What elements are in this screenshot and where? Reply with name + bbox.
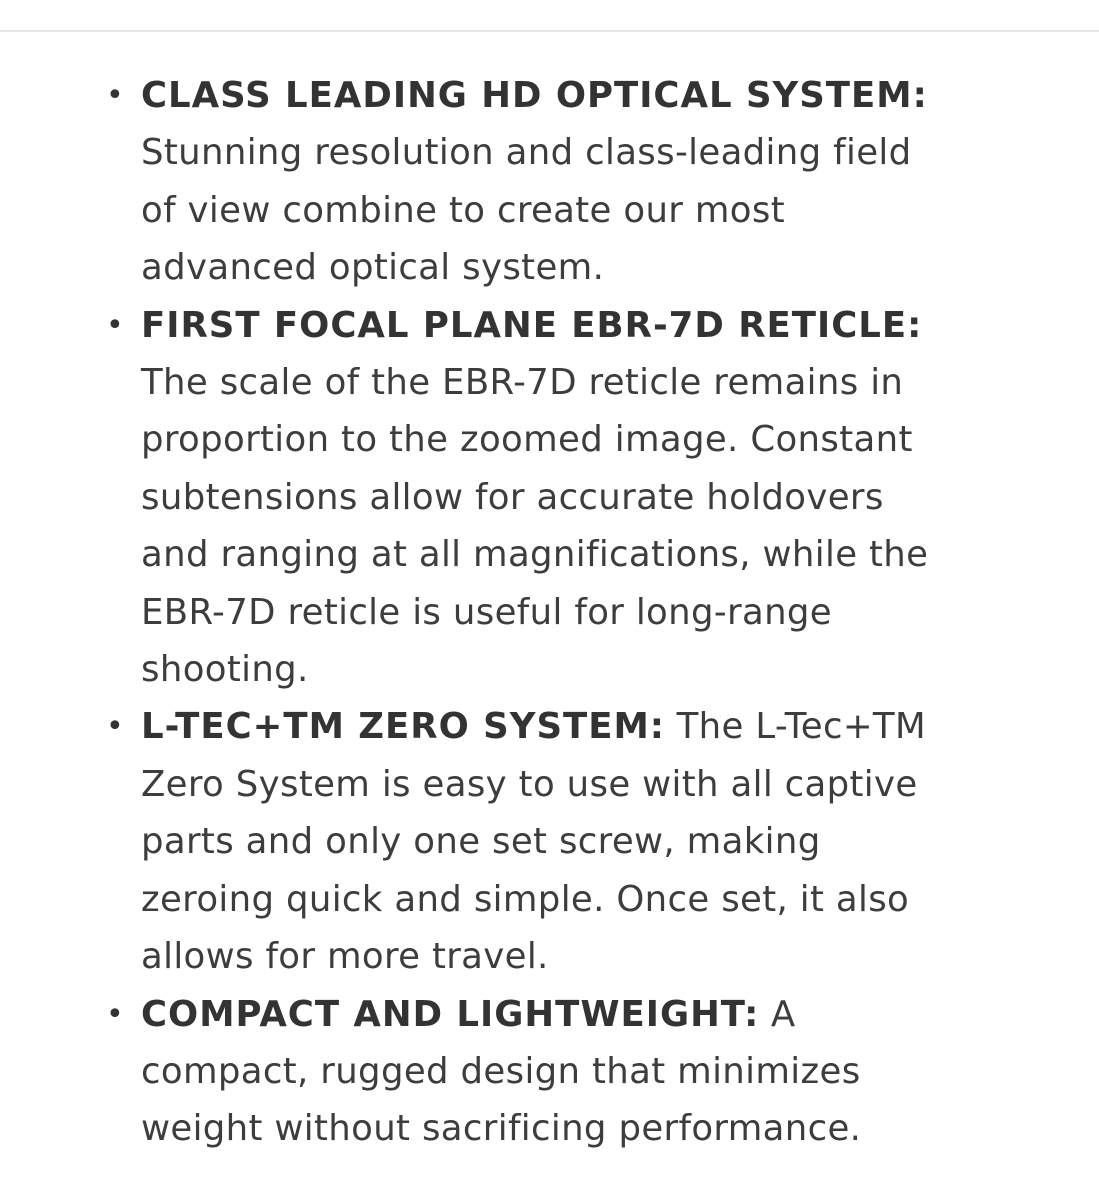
list-item [0,297,981,699]
list-item [0,67,981,297]
bullet-icon: • [105,78,125,113]
feature-text-line: weight without sacrificing performance. [141,1108,862,1150]
feature-title-line [141,698,981,755]
feature-text-line: allows for more travel. [141,936,549,978]
feature-text-line: Stunning resolution and class-leading field [141,132,912,174]
feature-text-line: The scale of the EBR-7D reticle remains in [141,362,904,404]
feature-title: L-TEC+TM ZERO SYSTEM: [141,706,665,748]
list-item [0,698,981,985]
feature-title: COMPACT AND LIGHTWEIGHT: [141,993,760,1035]
bullet-icon: • [105,307,125,343]
feature-text-line: proportion to the zoomed image. Constant [141,419,913,461]
feature-text-line: subtensions allow for accurate holdovers [141,476,884,518]
feature-title-line [141,297,981,354]
feature-text-inline: The L-Tec+TM [676,706,926,748]
bullet-icon: • [105,996,125,1032]
bullet-icon: • [105,709,125,745]
feature-text-line: advanced optical system. [141,247,605,289]
feature-text-line: EBR-7D reticle is useful for long-range [141,591,832,633]
feature-text-line: compact, rugged design that minimizes [141,1050,861,1092]
feature-text-line: zeroing quick and simple. Once set, it also [141,878,910,920]
feature-list [0,67,1099,1158]
feature-title: CLASS LEADING HD OPTICAL SYSTEM: [141,75,928,116]
top-divider [0,30,1099,32]
feature-text-line: of view combine to create our most [141,189,785,231]
feature-text-line: shooting. [141,649,309,691]
feature-text-line: and ranging at all magnifications, while the [141,534,929,576]
feature-text-line: Zero System is easy to use with all captive [141,763,918,805]
feature-title-line [141,67,981,124]
feature-text-inline: A [770,993,796,1035]
feature-title-line [141,986,981,1043]
feature-text-line: parts and only one set screw, making [141,821,821,863]
list-item [0,986,981,1158]
feature-title: FIRST FOCAL PLANE EBR-7D RETICLE: [141,304,923,346]
